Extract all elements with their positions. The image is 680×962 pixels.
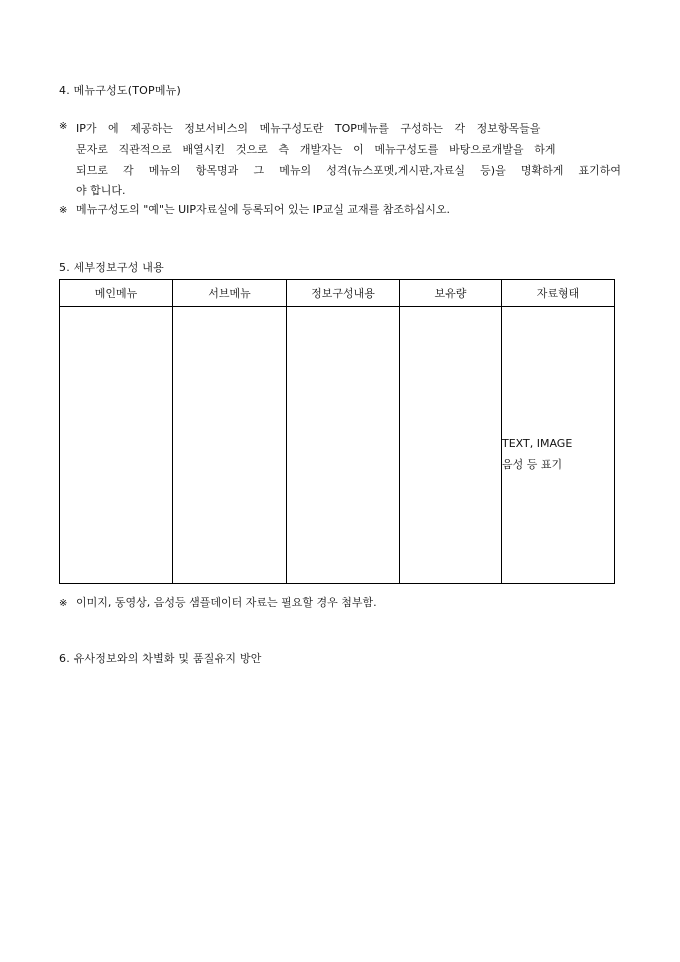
footnote-bullet-mark: ※ xyxy=(59,598,68,609)
table-header-row xyxy=(60,280,615,307)
note-line-2: 문자로 직관적으로 배열시킨 것으로 측 개발자는 이 메뉴구성도를 바탕으로개발을 하게 xyxy=(76,143,556,156)
note-line-3: 되므로 각 메뉴의 항목명과 그 메뉴의 성격(뉴스포멧,게시판,자료실 등)을 명확하게 표기하여 xyxy=(76,164,621,177)
content-cell[interactable] xyxy=(287,307,400,584)
section-6-heading: 6. 유사정보와의 차별화 및 품질유지 방안 xyxy=(59,652,262,665)
table-footnote: 이미지, 동영상, 음성등 샘플데이터 자료는 필요할 경우 첨부함. xyxy=(76,596,377,609)
note-line-4: 야 합니다. xyxy=(76,184,126,197)
main-menu-cell[interactable] xyxy=(60,307,173,584)
detail-info-table xyxy=(59,279,615,584)
sub-menu-cell[interactable] xyxy=(173,307,287,584)
section-5-heading: 5. 세부정보구성 내용 xyxy=(59,261,164,274)
note-line-1: IP가 에 제공하는 정보서비스의 메뉴구성도란 TOP메뉴를 구성하는 각 정보항목들을 xyxy=(76,122,541,135)
column-header-sub-menu: 서브메뉴 xyxy=(173,280,287,307)
format-cell[interactable] xyxy=(502,307,615,584)
format-note-line-2: 음성 등 표기 xyxy=(502,458,563,471)
column-header-format: 자료형태 xyxy=(502,280,615,307)
note-bullet-mark-2: ※ xyxy=(59,205,68,216)
table-row xyxy=(60,307,615,584)
column-header-main-menu: 메인메뉴 xyxy=(60,280,173,307)
column-header-quantity: 보유량 xyxy=(400,280,502,307)
section-4-heading: 4. 메뉴구성도(TOP메뉴) xyxy=(59,84,181,97)
reference-note: 메뉴구성도의 "예"는 UIP자료실에 등록되어 있는 IP교실 교재를 참조하십시오. xyxy=(76,203,451,216)
note-bullet-mark: ※ xyxy=(59,121,68,132)
format-note-line-1: TEXT, IMAGE xyxy=(502,437,573,450)
quantity-cell[interactable] xyxy=(400,307,502,584)
column-header-content: 정보구성내용 xyxy=(287,280,400,307)
